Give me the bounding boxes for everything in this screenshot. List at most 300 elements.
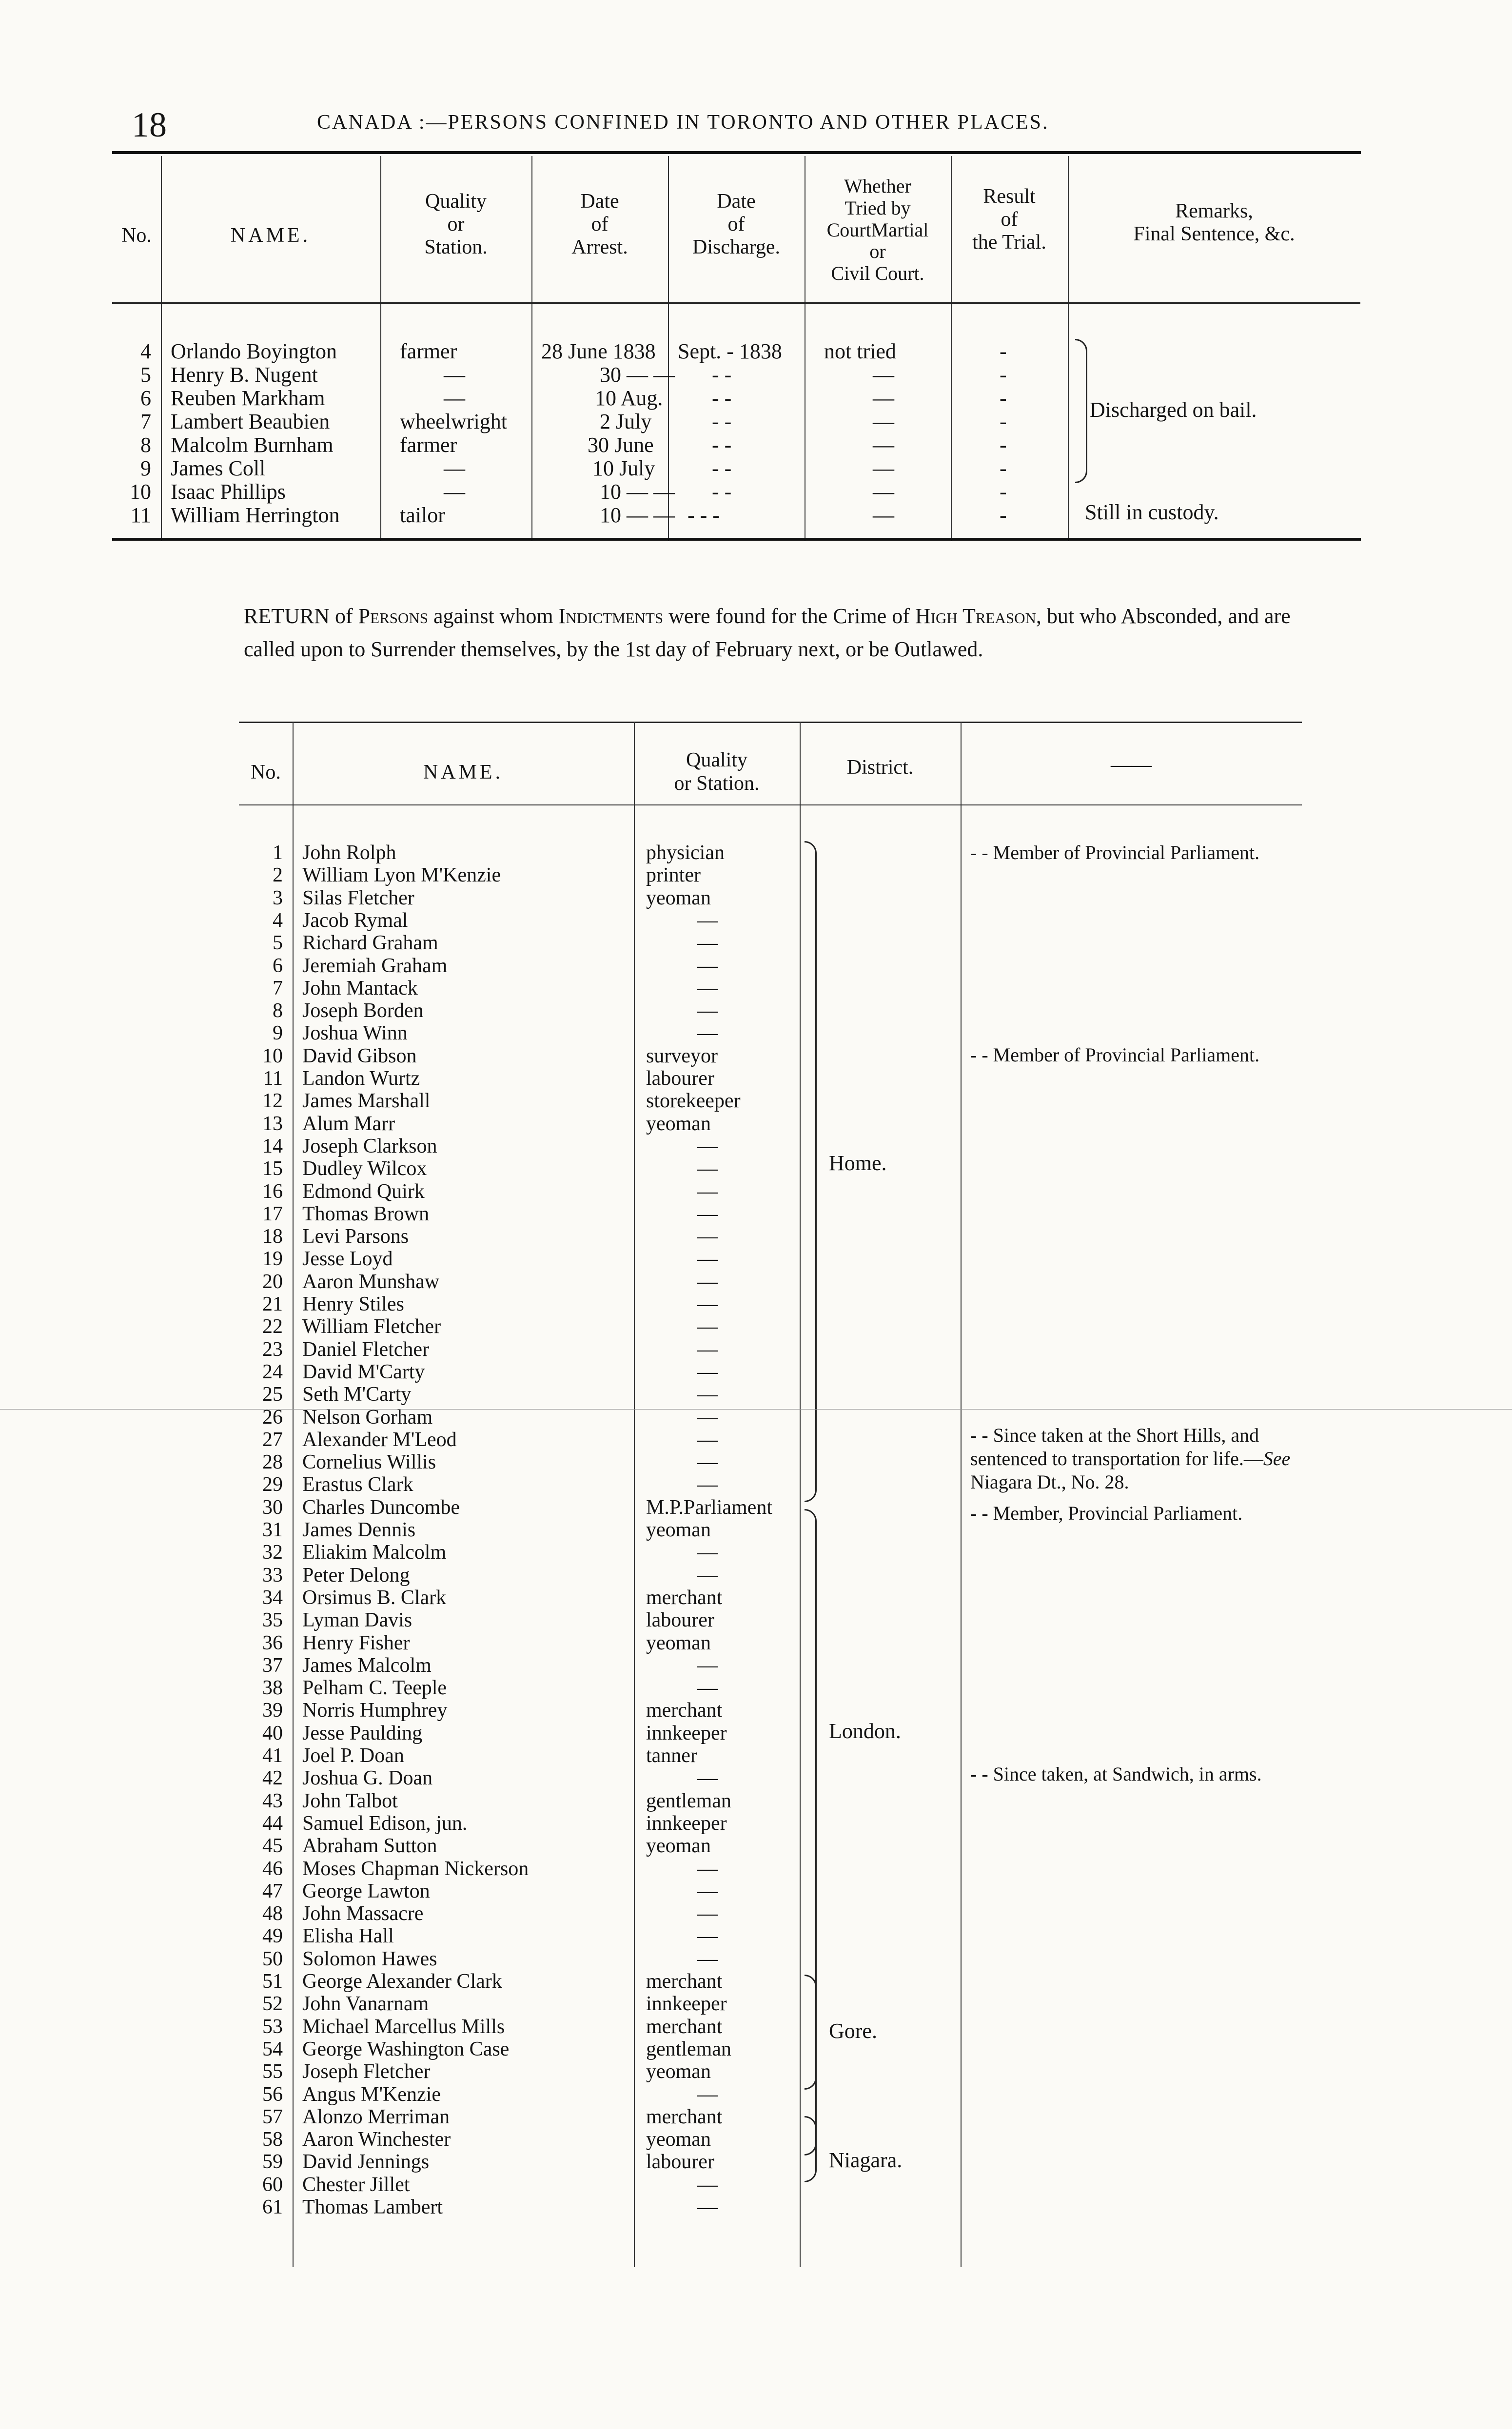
cell-no: 11 [130, 503, 151, 527]
title-part: Persons [358, 604, 428, 628]
cell-name: Levi Parsons [302, 1225, 409, 1248]
table-row [239, 1541, 1302, 1563]
cell-arrest: 10 July [592, 456, 655, 480]
cell-result: - [1000, 410, 1007, 433]
cell-name: Norris Humphrey [302, 1699, 448, 1722]
cell-no: 26 [262, 1406, 283, 1429]
cell-quality: — [697, 1564, 718, 1587]
cell-no: 4 [273, 909, 283, 932]
cell-no: 14 [262, 1135, 283, 1157]
cell-name: Seth M'Carty [302, 1383, 412, 1406]
cell-name: George Alexander Clark [302, 1970, 502, 1993]
cell-no: 45 [262, 1835, 283, 1858]
cell-quality: — [697, 1541, 718, 1564]
table-row [239, 1180, 1302, 1202]
remark-text: - - Since taken at the Short Hills, and sentenced to transportation for life.— [970, 1424, 1263, 1469]
cell-quality: farmer [400, 339, 457, 363]
cell-no: 21 [262, 1293, 283, 1315]
cell-quality: — [444, 386, 465, 410]
table-row [239, 1112, 1302, 1135]
table-row [239, 1202, 1302, 1225]
cell-name: Joshua G. Doan [302, 1767, 433, 1790]
cell-tried: — [873, 410, 894, 433]
table-row [239, 1360, 1302, 1383]
table-row [239, 1586, 1302, 1608]
cell-name: Daniel Fletcher [302, 1338, 430, 1361]
cell-quality: yeoman [646, 886, 711, 909]
cell-quality: — [697, 999, 718, 1022]
cell-quality: merchant [646, 2105, 723, 2128]
cell-no: 43 [262, 1789, 283, 1812]
cell-no: 10 [262, 1044, 283, 1067]
cell-quality: yeoman [646, 2128, 711, 2151]
cell-quality: — [697, 1022, 718, 1045]
header-separator [112, 302, 1360, 304]
cell-quality: — [697, 932, 718, 955]
cell-no: 39 [262, 1699, 283, 1722]
cell-result: - [1000, 503, 1007, 527]
cell-name: Richard Graham [302, 932, 438, 955]
cell-no: 16 [262, 1180, 283, 1203]
cell-discharge: - - [712, 480, 732, 504]
remark-row-1: - - Member of Provincial Parliament. [970, 842, 1260, 863]
cell-no: 31 [262, 1519, 283, 1541]
cell-tried: — [873, 456, 894, 480]
cell-quality: yeoman [646, 1835, 711, 1858]
cell-no: 28 [262, 1451, 283, 1474]
cell-name: Joseph Clarkson [302, 1135, 437, 1157]
cell-quality: M.P.Parliament [646, 1496, 772, 1519]
district-london: London. [829, 1719, 901, 1743]
table-row [239, 2060, 1302, 2082]
col-header-quality: Quality or Station. [674, 749, 760, 795]
cell-name: Elisha Hall [302, 1925, 394, 1948]
cell-quality: — [697, 1293, 718, 1315]
table-row [239, 1631, 1302, 1654]
cell-no: 57 [262, 2105, 283, 2128]
title-part: Indictments [558, 604, 664, 628]
cell-name: Henry Fisher [302, 1631, 410, 1654]
running-title: CANADA :—PERSONS CONFINED IN TORONTO AND OTHER PLACES. [317, 111, 1049, 134]
cell-arrest: 10 Aug. [595, 386, 663, 410]
cell-discharge: - - [712, 433, 732, 457]
cell-tried: — [873, 480, 894, 504]
cell-no: 6 [140, 386, 151, 410]
cell-name: Edmond Quirk [302, 1180, 425, 1203]
cell-no: 6 [273, 954, 283, 977]
cell-result: - [1000, 386, 1007, 410]
cell-name: Angus M'Kenzie [302, 2083, 441, 2106]
cell-quality: — [697, 1270, 718, 1293]
cell-quality: — [697, 2196, 718, 2218]
cell-quality: — [697, 1338, 718, 1361]
table-row [239, 1225, 1302, 1247]
table-row [239, 1789, 1302, 1812]
cell-no: 35 [262, 1609, 283, 1632]
cell-name: John Vanarnam [302, 1993, 429, 2016]
cell-quality: — [697, 1135, 718, 1157]
table-row [239, 2037, 1302, 2060]
cell-name: Eliakim Malcolm [302, 1541, 447, 1564]
table-row [239, 1857, 1302, 1880]
cell-no: 38 [262, 1677, 283, 1700]
remark-row-30: - - Member, Provincial Parliament. [970, 1502, 1243, 1524]
table-row [239, 1247, 1302, 1270]
table2-top-rule [239, 722, 1302, 723]
cell-quality: merchant [646, 1699, 723, 1722]
cell-quality: — [697, 909, 718, 932]
district-niagara: Niagara. [829, 2148, 903, 2172]
cell-name: David Jennings [302, 2151, 430, 2174]
cell-no: 18 [262, 1225, 283, 1248]
cell-no: 22 [262, 1315, 283, 1338]
cell-name: Isaac Phillips [171, 480, 286, 504]
cell-name: James Dennis [302, 1519, 416, 1541]
cell-discharge: - - - [687, 503, 720, 527]
table-row [239, 977, 1302, 999]
cell-no: 2 [273, 864, 283, 887]
cell-quality: — [697, 1225, 718, 1248]
cell-quality: tanner [646, 1744, 697, 1767]
cell-tried: — [873, 503, 894, 527]
return-title [244, 600, 1307, 666]
table-row [239, 1676, 1302, 1699]
cell-name: Henry Stiles [302, 1293, 404, 1315]
header-separator [239, 804, 1302, 805]
cell-name: John Talbot [302, 1789, 398, 1812]
cell-quality: innkeeper [646, 1993, 727, 2016]
cell-quality: — [697, 2083, 718, 2106]
cell-name: Michael Marcellus Mills [302, 2015, 505, 2038]
table-row [239, 2150, 1302, 2173]
cell-name: Alum Marr [302, 1112, 395, 1135]
cell-name: Malcolm Burnham [171, 433, 334, 457]
cell-name: Joseph Fletcher [302, 2060, 431, 2083]
cell-quality: — [697, 1157, 718, 1180]
cell-no: 61 [262, 2196, 283, 2218]
cell-quality: — [697, 1248, 718, 1271]
cell-name: Joshua Winn [302, 1022, 408, 1045]
cell-no: 12 [262, 1090, 283, 1113]
cell-no: 7 [140, 410, 151, 433]
cell-quality: surveyor [646, 1044, 718, 1067]
cell-no: 25 [262, 1383, 283, 1406]
cell-name: Joseph Borden [302, 999, 424, 1022]
table-row [239, 1722, 1302, 1744]
table-row [239, 1383, 1302, 1405]
table-row [239, 1834, 1302, 1857]
col-header-remarks: —— [1111, 754, 1152, 776]
cell-quality: — [697, 977, 718, 999]
cell-no: 15 [262, 1157, 283, 1180]
cell-arrest: 30 — — [600, 363, 675, 387]
col-header-remarks: Remarks, Final Sentence, &c. [1133, 200, 1295, 246]
cell-quality: — [697, 1767, 718, 1790]
cell-name: Moses Chapman Nickerson [302, 1857, 529, 1880]
title-part: but who Absconded, and are called upon to Surrender themselves, by the 1st day of February next, or be Outlawed. [244, 604, 1291, 662]
cell-no: 9 [140, 456, 151, 480]
table-row [239, 1157, 1302, 1179]
cell-quality: — [697, 1654, 718, 1677]
cell-no: 40 [262, 1722, 283, 1744]
cell-result: - [1000, 339, 1007, 363]
cell-arrest: 28 June 1838 [541, 339, 656, 363]
table-row [239, 1654, 1302, 1676]
cell-no: 7 [273, 977, 283, 999]
table-row [239, 1067, 1302, 1089]
cell-no: 60 [262, 2173, 283, 2196]
cell-no: 44 [262, 1812, 283, 1835]
cell-name: Jeremiah Graham [302, 954, 448, 977]
cell-name: James Coll [171, 456, 266, 480]
cell-quality: yeoman [646, 1519, 711, 1541]
cell-discharge: - - [712, 386, 732, 410]
table-row [239, 863, 1302, 886]
cell-name: Alonzo Merriman [302, 2105, 450, 2128]
cell-quality: printer [646, 864, 701, 887]
cell-arrest: 2 July [600, 410, 652, 433]
table-row [239, 1315, 1302, 1337]
col-header-no: No. [251, 761, 281, 784]
cell-name: Orlando Boyington [171, 339, 337, 363]
cell-no: 56 [262, 2083, 283, 2106]
title-part: RETURN of [244, 604, 353, 628]
cell-name: John Rolph [302, 842, 396, 864]
cell-discharge: - - [712, 456, 732, 480]
table-row [239, 1135, 1302, 1157]
cell-name: Landon Wurtz [302, 1067, 420, 1090]
cell-quality: innkeeper [646, 1722, 727, 1744]
cell-no: 3 [273, 886, 283, 909]
cell-no: 20 [262, 1270, 283, 1293]
cell-discharge: - - [712, 410, 732, 433]
table-row [239, 931, 1302, 954]
cell-quality: — [697, 1880, 718, 1902]
cell-name: Orsimus B. Clark [302, 1586, 447, 1609]
cell-tried: — [873, 433, 894, 457]
cell-no: 5 [273, 932, 283, 955]
cell-name: Thomas Brown [302, 1202, 430, 1225]
table-row [239, 1947, 1302, 1970]
cell-quality: — [697, 1383, 718, 1406]
cell-no: 5 [140, 363, 151, 387]
cell-discharge: - - [712, 363, 732, 387]
cell-quality: yeoman [646, 2060, 711, 2083]
cell-no: 33 [262, 1564, 283, 1587]
cell-name: Cornelius Willis [302, 1451, 436, 1474]
table-row [239, 2173, 1302, 2195]
cell-arrest: 10 — — [600, 480, 675, 504]
cell-name: Jacob Rymal [302, 909, 408, 932]
cell-name: George Lawton [302, 1880, 430, 1902]
cell-name: Reuben Markham [171, 386, 325, 410]
cell-no: 42 [262, 1767, 283, 1790]
cell-no: 50 [262, 1947, 283, 1970]
table-row [239, 1564, 1302, 1586]
cell-quality: wheelwright [400, 410, 507, 433]
table-row [239, 954, 1302, 977]
table-row [112, 432, 1360, 456]
table-row [112, 479, 1360, 503]
table-row [239, 2128, 1302, 2150]
cell-no: 55 [262, 2060, 283, 2083]
title-part: High Treason, [915, 604, 1041, 628]
cell-quality: — [444, 480, 465, 504]
table-row [239, 1338, 1302, 1360]
cell-name: Lyman Davis [302, 1609, 412, 1632]
remark-row-10: - - Member of Provincial Parliament. [970, 1044, 1260, 1066]
cell-quality: gentleman [646, 1789, 731, 1812]
cell-name: Henry B. Nugent [171, 363, 318, 387]
cell-name: Jesse Paulding [302, 1722, 423, 1744]
table-row [239, 1089, 1302, 1112]
cell-name: Lambert Beaubien [171, 410, 330, 433]
cell-quality: — [697, 1180, 718, 1203]
table1-bottom-rule [112, 538, 1361, 541]
cell-arrest: 10 — — [600, 503, 675, 527]
cell-name: William Fletcher [302, 1315, 441, 1338]
cell-quality: merchant [646, 2015, 723, 2038]
remark-see: See [1263, 1448, 1291, 1469]
cell-name: James Malcolm [302, 1654, 432, 1677]
cell-no: 32 [262, 1541, 283, 1564]
cell-no: 47 [262, 1880, 283, 1902]
cell-tried: — [873, 386, 894, 410]
cell-no: 8 [140, 433, 151, 457]
page-fold [0, 1409, 1512, 1410]
brace [1075, 339, 1087, 483]
cell-no: 48 [262, 1902, 283, 1925]
cell-no: 30 [262, 1496, 283, 1519]
col-header-name: NAME. [423, 761, 504, 784]
table-row [239, 2083, 1302, 2105]
cell-no: 23 [262, 1338, 283, 1361]
cell-quality: — [697, 1360, 718, 1383]
cell-tried: not tried [824, 339, 896, 363]
district-gore: Gore. [829, 2019, 877, 2043]
cell-tried: — [873, 363, 894, 387]
cell-quality: — [697, 1902, 718, 1925]
cell-no: 37 [262, 1654, 283, 1677]
cell-name: Silas Fletcher [302, 886, 414, 909]
cell-no: 29 [262, 1473, 283, 1496]
col-header-name: NAME. [230, 224, 311, 247]
cell-quality: tailor [400, 503, 445, 527]
cell-no: 8 [273, 999, 283, 1022]
table-row [239, 2015, 1302, 2037]
cell-quality: merchant [646, 1586, 723, 1609]
cell-quality: — [697, 1406, 718, 1429]
table-row [112, 339, 1360, 362]
cell-name: James Marshall [302, 1090, 431, 1113]
cell-quality: — [697, 954, 718, 977]
cell-name: Erastus Clark [302, 1473, 413, 1496]
cell-name: Chester Jillet [302, 2173, 410, 2196]
cell-name: William Lyon M'Kenzie [302, 864, 501, 887]
col-header-discharge: Date of Discharge. [692, 190, 780, 259]
cell-name: Aaron Winchester [302, 2128, 451, 2151]
col-header-no: No. [121, 224, 152, 247]
cell-name: Dudley Wilcox [302, 1157, 427, 1180]
cell-result: - [1000, 433, 1007, 457]
cell-quality: — [444, 456, 465, 480]
table-row [239, 999, 1302, 1021]
table-row [239, 1608, 1302, 1631]
table-row [239, 886, 1302, 909]
brace [805, 2116, 817, 2182]
col-header-result: Result of the Trial. [972, 185, 1046, 254]
cell-quality: labourer [646, 2151, 714, 2174]
cell-no: 58 [262, 2128, 283, 2151]
cell-name: Solomon Hawes [302, 1947, 437, 1970]
cell-quality: labourer [646, 1609, 714, 1632]
table-row [239, 1021, 1302, 1044]
cell-no: 52 [262, 1993, 283, 2016]
cell-no: 17 [262, 1202, 283, 1225]
table-row [239, 1880, 1302, 1902]
cell-no: 9 [273, 1022, 283, 1045]
cell-no: 10 [130, 480, 151, 504]
cell-no: 1 [273, 842, 283, 864]
cell-name: Abraham Sutton [302, 1835, 437, 1858]
remark-row-42: - - Since taken, at Sandwich, in arms. [970, 1763, 1262, 1785]
cell-name: Nelson Gorham [302, 1406, 433, 1429]
table-row [239, 1812, 1302, 1834]
cell-result: - [1000, 363, 1007, 387]
table-row [239, 1699, 1302, 1721]
page-number: 18 [132, 105, 167, 144]
cell-no: 51 [262, 1970, 283, 1993]
cell-no: 41 [262, 1744, 283, 1767]
cell-quality: — [697, 1473, 718, 1496]
cell-quality: storekeeper [646, 1090, 741, 1113]
cell-no: 34 [262, 1586, 283, 1609]
cell-no: 49 [262, 1925, 283, 1948]
cell-name: Joel P. Doan [302, 1744, 404, 1767]
cell-result: - [1000, 456, 1007, 480]
table-row [239, 1924, 1302, 1947]
brace [805, 841, 817, 1502]
cell-quality: — [697, 1947, 718, 1970]
remark-row-27 [970, 1424, 1312, 1494]
cell-name: Samuel Edison, jun. [302, 1812, 468, 1835]
col-header-arrest: Date of Arrest. [571, 190, 628, 259]
cell-name: George Washington Case [302, 2037, 510, 2060]
cell-quality: — [697, 1428, 718, 1451]
brace [805, 1975, 817, 2090]
table-row [239, 2105, 1302, 2128]
cell-name: William Herrington [171, 503, 340, 527]
cell-name: Thomas Lambert [302, 2196, 443, 2218]
cell-name: Jesse Loyd [302, 1248, 393, 1271]
cell-quality: physician [646, 842, 725, 864]
remark-text: Niagara Dt., No. 28. [970, 1471, 1129, 1493]
cell-no: 36 [262, 1631, 283, 1654]
title-part: against whom [433, 604, 553, 628]
confined-persons-table [112, 156, 1360, 541]
table-row [239, 1970, 1302, 1992]
cell-no: 46 [262, 1857, 283, 1880]
cell-no: 27 [262, 1428, 283, 1451]
cell-result: - [1000, 480, 1007, 504]
title-part: were found for the Crime of [668, 604, 910, 628]
cell-quality: — [697, 2173, 718, 2196]
cell-no: 24 [262, 1360, 283, 1383]
remark-discharged: Discharged on bail. [1090, 398, 1257, 422]
table-row [239, 909, 1302, 931]
page-header [112, 105, 1361, 144]
remark-custody: Still in custody. [1085, 500, 1219, 524]
